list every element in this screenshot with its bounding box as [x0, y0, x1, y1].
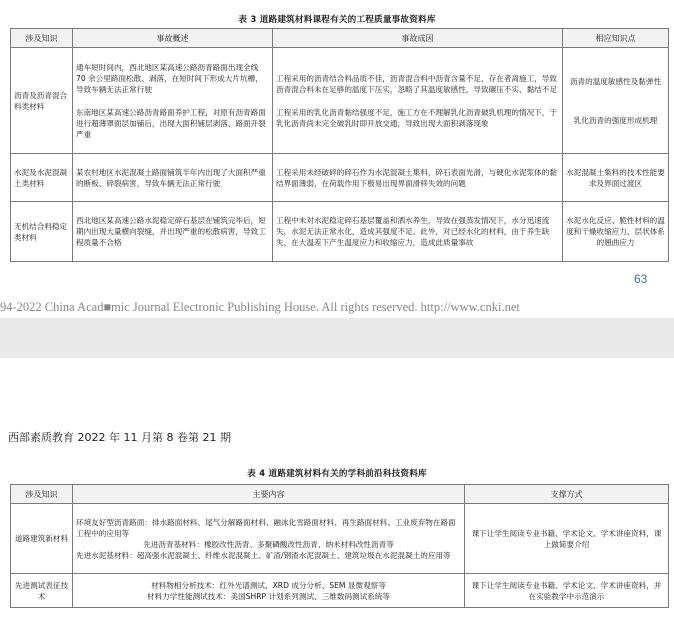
table4-header-content: 主要内容 — [73, 485, 465, 504]
page-gap — [0, 318, 674, 358]
table3-header-cause: 事故成因 — [273, 29, 563, 48]
table4 — [10, 484, 669, 608]
table4-header-row — [11, 485, 669, 504]
table4-topic: 道路建筑新材料 — [11, 504, 73, 574]
table3-point: 水泥混凝土集料的技术性能要求及界面过渡区 — [563, 154, 669, 202]
table4-content-line: 先进沥青基材料：橡胶改性沥青、多聚磷酸改性沥青、纳米材料改性沥青等 — [143, 539, 394, 549]
table3-overview: 东南地区某高速公路沥青路面养护工程，对原有沥青路面进行超薄罩面层加铺后，出现大面积铺层剥落、路面开裂严重 — [76, 107, 266, 139]
table-row — [11, 504, 669, 574]
table3-overview: 某农村地区水泥混凝土路面铺筑半年内出现了大面积严重的断板、碎裂病害，导致车辆无法正常行驶 — [73, 154, 273, 202]
table3-point: 沥青的温度敏感性及黏弹性 — [569, 76, 662, 86]
table3-header-topic: 涉及知识 — [11, 29, 73, 48]
table4-support: 课下让学生阅读专业书籍、学术论文、学术讲座资料，课上做简要介绍 — [465, 504, 669, 574]
table4-content-line: 环境友好型沥青路面：排水路面材料、尾气分解路面材料、融冰化雪路面材料、再生路面材料、工业废弃物在路面工程中的应用等 — [76, 517, 456, 538]
table4-support: 课下让学生阅读专业书籍、学术论文、学术讲座资料，并在实验教学中示范演示 — [465, 574, 669, 608]
table3-topic: 沥青及沥青混合料类材料 — [11, 48, 73, 154]
table3-header-points: 相应知识点 — [563, 29, 669, 48]
table3-cause: 工程采用未经破碎的碎石作为水泥混凝土集料，碎石表面光滑，与硬化水泥浆体的黏结界面薄弱，在荷载作用下极易出现界面滑移失效的问题 — [273, 154, 563, 202]
table4-topic: 先进测试表征技术 — [11, 574, 73, 608]
table3-point: 水泥水化反应、脆性材料的温度和干燥收缩应力，层状体系的翘曲应力 — [563, 202, 669, 262]
table-row — [11, 48, 669, 154]
table3 — [10, 28, 669, 262]
table3-cause: 工程中未对水泥稳定碎石基层覆盖和洒水养生，导致在强蒸发情况下，水分迅速流失，水泥无法正常水化，造成其强度不足。此外，对已经水化的材料，由于养生缺失，在大温差下产生温度应力和收缩应力，造成此质量事故 — [273, 202, 563, 262]
table4-header-support: 支撑方式 — [465, 485, 669, 504]
table3-cause: 工程采用的沥青结合料品质不佳，沥青混合料中沥青含量不足，存在者离施工，导致沥青混合料未在足够的温度下压实，忽略了其温度敏感性，导致碾压不实、黏结不足 — [276, 73, 557, 94]
table-row — [11, 202, 669, 262]
table3-topic: 水泥及水泥混凝土类材料 — [11, 154, 73, 202]
table-row — [11, 154, 669, 202]
table3-topic: 无机结合料稳定类材料 — [11, 202, 73, 262]
journal-header: 西部素质教育 2022 年 11 月第 8 卷第 21 期 — [8, 431, 231, 444]
table4-caption: 表 4 道路建筑材料有关的学科前沿科技资料库 — [247, 469, 427, 479]
table3-overview: 西北地区某高速公路水泥稳定碎石基层在铺筑完毕后，短期内出现大量横向裂缝，并出现严重的松散病害，导致工程质量不合格 — [73, 202, 273, 262]
table3-header-row — [11, 29, 669, 48]
table4-content-line: 材料物相分析技术：红外光谱测试、XRD 成分分析、SEM 显微观察等 — [151, 580, 386, 590]
table3-header-overview: 事故概述 — [73, 29, 273, 48]
table4-content-line: 材料力学性能测试技术：美国SHRP 计划系列测试、三维数码测试系统等 — [146, 591, 390, 601]
table4-content-line: 先进水泥基材料：超高强水泥混凝土、纤维水泥混凝土、矿渣/钢渣水泥混凝土、建筑垃圾在水泥混凝土的应用等 — [76, 550, 451, 560]
table-row — [11, 574, 669, 608]
table4-header-topic: 涉及知识 — [11, 485, 73, 504]
page-number: 63 — [634, 272, 648, 286]
table3-cause: 工程采用的乳化沥青黏结强度不足，施工方在不理解乳化沥青破乳机理的情况下，于乳化沥青尚未完全破乳时即开放交通，导致出现大面积剥落现象 — [276, 107, 557, 128]
page-bottom — [0, 358, 674, 635]
copyright-line: 94-2022 China Acad■mic Journal Electronic Publishing House. All rights reserved. http://www.cnki.net — [0, 300, 520, 314]
table3-overview: 通车短时间内，西北地区某高速公路沥青路面出现全线 70 余公里路面松散、剥落，在短时间下形成大片坑槽，导致车辆无法正常行驶 — [76, 62, 263, 94]
table3-caption: 表 3 道路建筑材料课程有关的工程质量事故资料库 — [238, 15, 436, 25]
table3-point: 乳化沥青的强度形成机理 — [573, 115, 658, 125]
